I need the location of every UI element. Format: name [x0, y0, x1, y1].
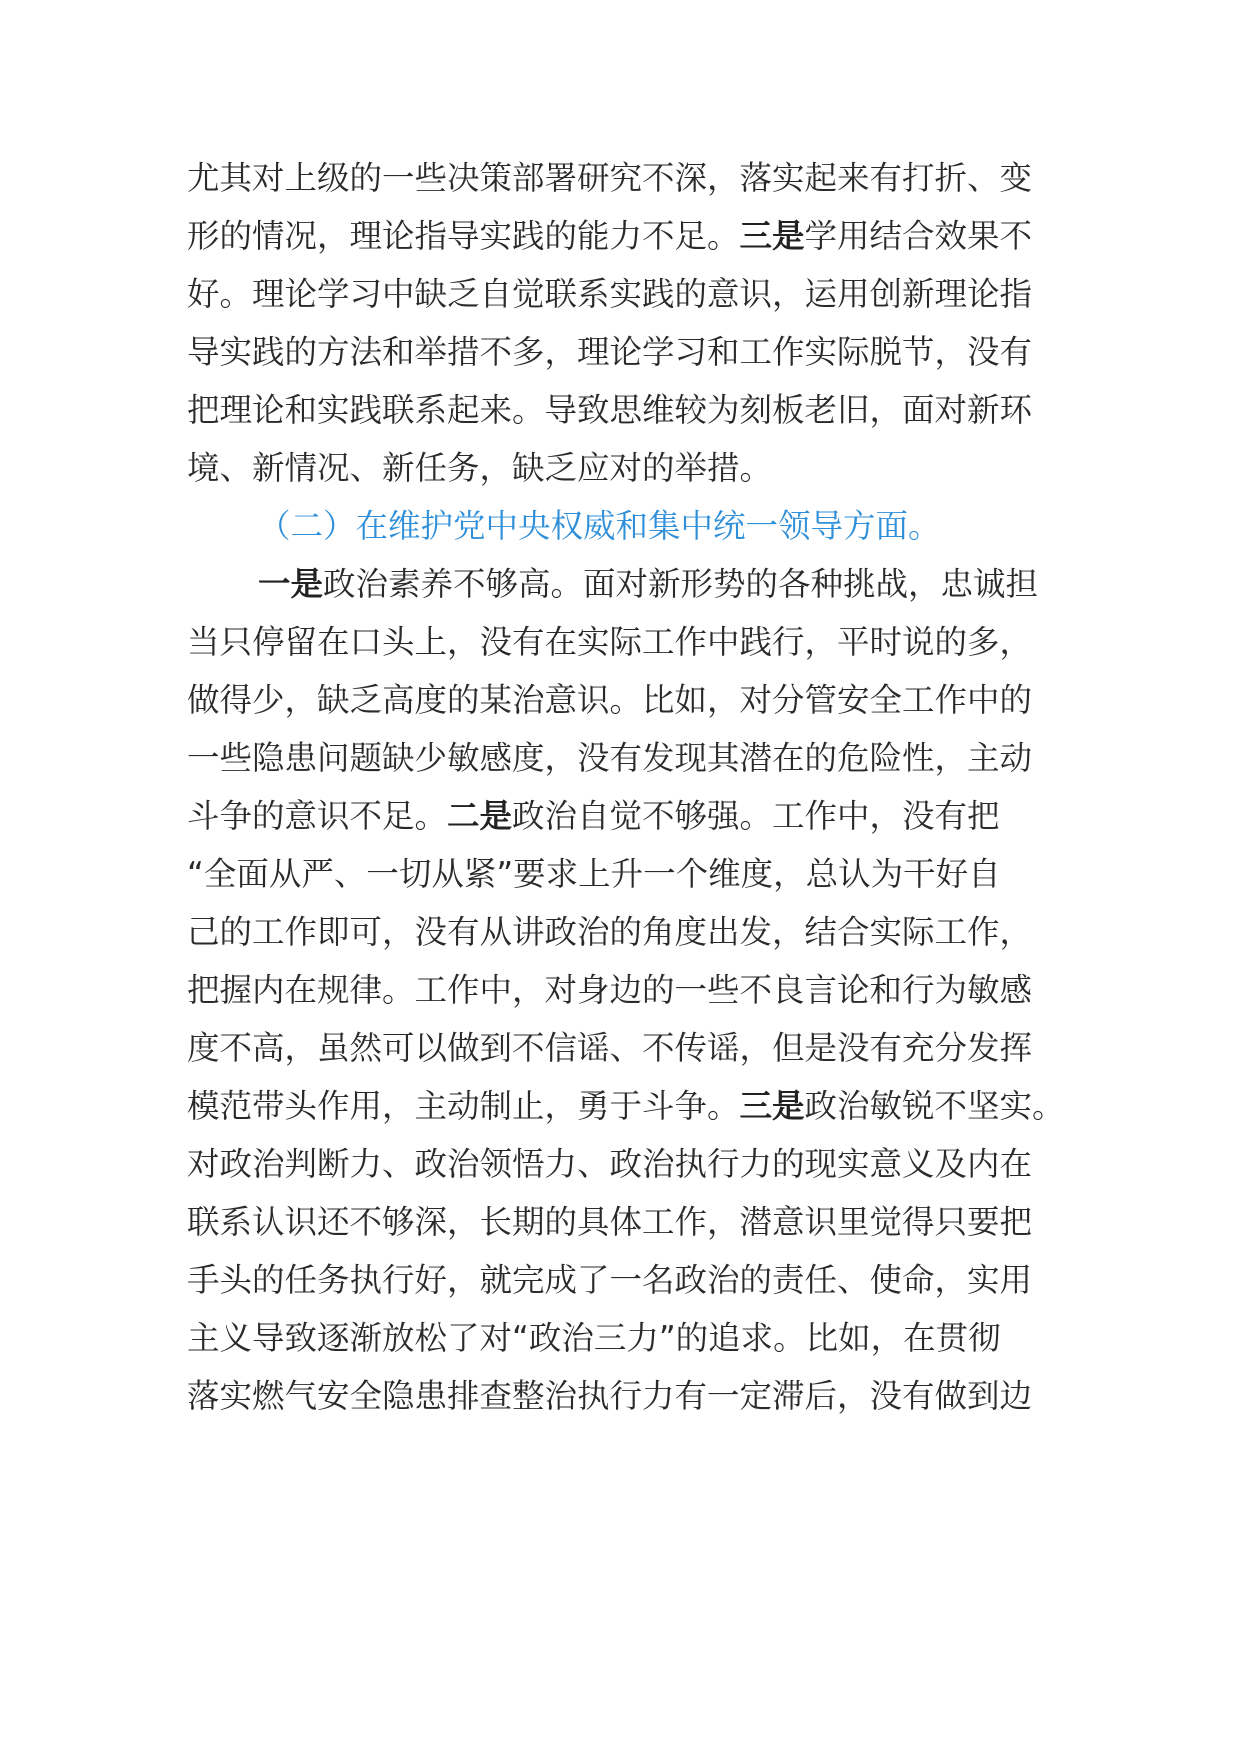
- line-text: 尤其对上级的一些决策部署研究不深，落实起来有打折、变: [187, 159, 1033, 197]
- body-line: [187, 796, 1000, 836]
- line-text: 政治素养不够高。面对新形势的各种挑战，忠诚担: [323, 565, 1039, 603]
- line-text: 把理论和实践联系起来。导致思维较为刻板老旧，面对新环: [187, 391, 1033, 429]
- line-text: 好。理论学习中缺乏自觉联系实践的意识，运用创新理论指: [187, 275, 1033, 313]
- body-line: [187, 448, 772, 488]
- line-text: “全面从严、一切从紧”要求上升一个维度，总认为干好自: [187, 855, 1001, 893]
- line-text: 政治敏锐不坚实。: [804, 1087, 1065, 1125]
- body-line: [187, 970, 1032, 1010]
- emphasis-text: 三是: [739, 1087, 805, 1125]
- body-line: [187, 1028, 1032, 1068]
- line-text: 斗争的意识不足。: [187, 797, 448, 835]
- body-line: [187, 680, 1032, 720]
- body-line: [187, 1086, 1065, 1126]
- body-line: [187, 1318, 1001, 1358]
- body-line: [187, 274, 1032, 314]
- line-text: 境、新情况、新任务，缺乏应对的举措。: [187, 449, 773, 487]
- body-line: [187, 1260, 1032, 1300]
- line-text: 当只停留在口头上，没有在实际工作中践行，平时说的多，: [187, 623, 1033, 661]
- body-line: [187, 622, 1032, 662]
- body-line: [187, 912, 1032, 952]
- line-text: 政治自觉不够强。工作中，没有把: [512, 797, 1000, 835]
- line-text: 手头的任务执行好，就完成了一名政治的责任、使命，实用: [187, 1261, 1033, 1299]
- body-line: [187, 1144, 1032, 1184]
- line-text: 一些隐患问题缺少敏感度，没有发现其潜在的危险性，主动: [187, 739, 1033, 777]
- line-text: 导实践的方法和举措不多，理论学习和工作实际脱节，没有: [187, 333, 1033, 371]
- line-text: 学用结合效果不: [804, 217, 1033, 255]
- line-text: 联系认识还不够深，长期的具体工作，潜意识里觉得只要把: [187, 1203, 1033, 1241]
- body-line: [187, 216, 1032, 256]
- emphasis-text: 一是: [258, 565, 324, 603]
- emphasis-text: 二是: [447, 797, 513, 835]
- line-text: 落实燃气安全隐患排查整治执行力有一定滞后，没有做到边: [187, 1377, 1033, 1415]
- body-line: [187, 332, 1032, 372]
- line-text: 形的情况，理论指导实践的能力不足。: [187, 217, 740, 255]
- line-text: 把握内在规律。工作中，对身边的一些不良言论和行为敏感: [187, 971, 1033, 1009]
- line-text: 主义导致逐渐放松了对“政治三力”的追求。比如，在贯彻: [187, 1319, 1001, 1357]
- body-line: [187, 390, 1032, 430]
- heading-text: （二）在维护党中央权威和集中统一领导方面。: [258, 507, 941, 545]
- line-text: 对政治判断力、政治领悟力、政治执行力的现实意义及内在: [187, 1145, 1033, 1183]
- section-heading: [258, 506, 941, 546]
- body-line: [187, 158, 1032, 198]
- body-line: [187, 1202, 1032, 1242]
- body-line: [187, 854, 1001, 894]
- line-text: 模范带头作用，主动制止，勇于斗争。: [187, 1087, 740, 1125]
- line-text: 做得少，缺乏高度的某治意识。比如，对分管安全工作中的: [187, 681, 1033, 719]
- line-text: 度不高，虽然可以做到不信谣、不传谣，但是没有充分发挥: [187, 1029, 1033, 1067]
- body-line: [258, 564, 1038, 604]
- body-line: [187, 738, 1032, 778]
- line-text: 己的工作即可，没有从讲政治的角度出发，结合实际工作，: [187, 913, 1033, 951]
- emphasis-text: 三是: [739, 217, 805, 255]
- body-line: [187, 1376, 1032, 1416]
